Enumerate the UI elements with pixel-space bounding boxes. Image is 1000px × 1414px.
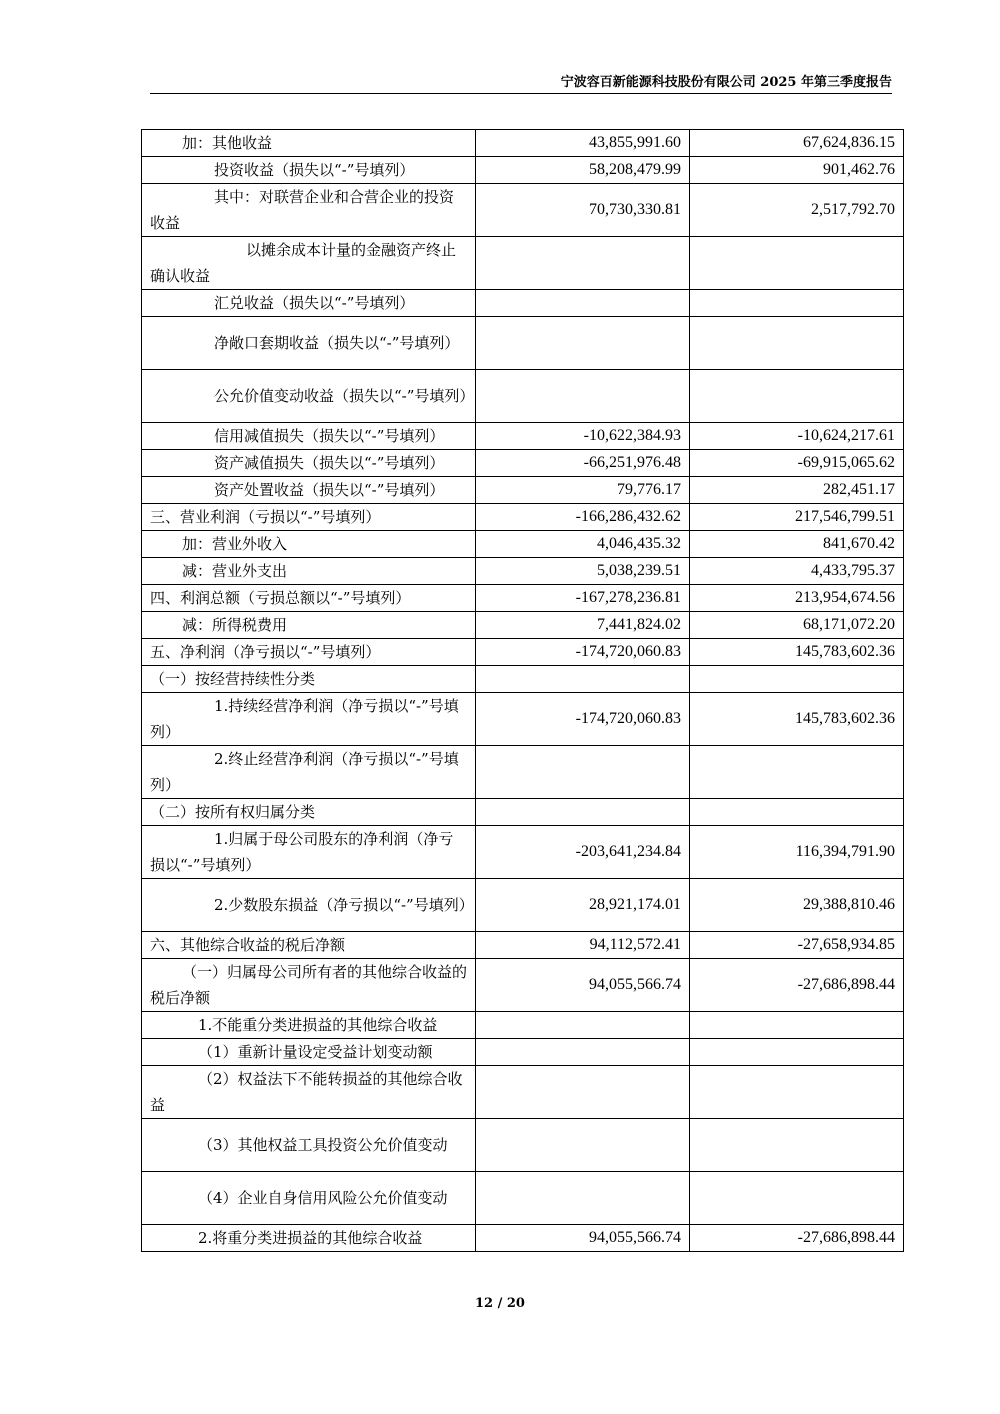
row-label: （2）权益法下不能转损益的其他综合收益 [142, 1066, 476, 1119]
table-row [142, 799, 904, 826]
row-label: 公允价值变动收益（损失以“-”号填列） [142, 370, 476, 423]
current-period-value [476, 290, 690, 317]
prior-period-value [690, 317, 904, 370]
row-label: 六、其他综合收益的税后净额 [142, 932, 476, 959]
current-period-value: 28,921,174.01 [476, 879, 690, 932]
table-row [142, 184, 904, 237]
table-row [142, 1172, 904, 1225]
prior-period-value: -10,624,217.61 [690, 423, 904, 450]
current-period-value: 4,046,435.32 [476, 531, 690, 558]
current-period-value [476, 746, 690, 799]
current-period-value [476, 1039, 690, 1066]
prior-period-value: 4,433,795.37 [690, 558, 904, 585]
row-label: 资产处置收益（损失以“-”号填列） [142, 477, 476, 504]
row-label: 2.终止经营净利润（净亏损以“-”号填列） [142, 746, 476, 799]
table-row [142, 157, 904, 184]
row-label: 其中：对联营企业和合营企业的投资收益 [142, 184, 476, 237]
table-row [142, 1066, 904, 1119]
prior-period-value [690, 1039, 904, 1066]
header-rule [150, 93, 892, 94]
row-label: 1.持续经营净利润（净亏损以“-”号填列） [142, 693, 476, 746]
row-label: 信用减值损失（损失以“-”号填列） [142, 423, 476, 450]
row-label: 1.不能重分类进损益的其他综合收益 [142, 1012, 476, 1039]
current-period-value: -174,720,060.83 [476, 639, 690, 666]
table-row [142, 477, 904, 504]
current-period-value: 94,055,566.74 [476, 959, 690, 1012]
income-statement-table [141, 129, 904, 1252]
table-row [142, 612, 904, 639]
row-label: 投资收益（损失以“-”号填列） [142, 157, 476, 184]
prior-period-value: 116,394,791.90 [690, 826, 904, 879]
row-label: 汇兑收益（损失以“-”号填列） [142, 290, 476, 317]
current-period-value [476, 1012, 690, 1039]
table-row [142, 959, 904, 1012]
prior-period-value: 217,546,799.51 [690, 504, 904, 531]
row-label: （二）按所有权归属分类 [142, 799, 476, 826]
row-label: （1）重新计量设定受益计划变动额 [142, 1039, 476, 1066]
prior-period-value [690, 237, 904, 290]
table-row [142, 1012, 904, 1039]
prior-period-value [690, 799, 904, 826]
current-period-value: -166,286,432.62 [476, 504, 690, 531]
current-period-value [476, 237, 690, 290]
table-body [142, 130, 904, 1252]
table-row [142, 423, 904, 450]
prior-period-value: 145,783,602.36 [690, 639, 904, 666]
current-period-value: 70,730,330.81 [476, 184, 690, 237]
report-header: 宁波容百新能源科技股份有限公司 2025 年第三季度报告 [560, 75, 892, 90]
row-label: （3）其他权益工具投资公允价值变动 [142, 1119, 476, 1172]
current-period-value [476, 1119, 690, 1172]
current-period-value: 58,208,479.99 [476, 157, 690, 184]
row-label: （一）按经营持续性分类 [142, 666, 476, 693]
table-row [142, 237, 904, 290]
table-row [142, 531, 904, 558]
prior-period-value: 68,171,072.20 [690, 612, 904, 639]
prior-period-value [690, 1066, 904, 1119]
prior-period-value [690, 290, 904, 317]
row-label: 2.少数股东损益（净亏损以“-”号填列） [142, 879, 476, 932]
table-row [142, 1119, 904, 1172]
table-row [142, 666, 904, 693]
current-period-value: 7,441,824.02 [476, 612, 690, 639]
current-period-value [476, 317, 690, 370]
prior-period-value [690, 666, 904, 693]
table-row [142, 558, 904, 585]
current-period-value [476, 799, 690, 826]
current-period-value: 79,776.17 [476, 477, 690, 504]
current-period-value [476, 1066, 690, 1119]
current-period-value [476, 666, 690, 693]
row-label: 减：营业外支出 [142, 558, 476, 585]
prior-period-value: -69,915,065.62 [690, 450, 904, 477]
current-period-value: 5,038,239.51 [476, 558, 690, 585]
row-label: 三、营业利润（亏损以“-”号填列） [142, 504, 476, 531]
prior-period-value: -27,686,898.44 [690, 1225, 904, 1252]
current-period-value: 43,855,991.60 [476, 130, 690, 157]
prior-period-value [690, 1172, 904, 1225]
current-period-value: -167,278,236.81 [476, 585, 690, 612]
row-label: 净敞口套期收益（损失以“-”号填列） [142, 317, 476, 370]
row-label: 2.将重分类进损益的其他综合收益 [142, 1225, 476, 1252]
current-period-value: -203,641,234.84 [476, 826, 690, 879]
row-label: 加：其他收益 [142, 130, 476, 157]
table-row [142, 932, 904, 959]
row-label: 四、利润总额（亏损总额以“-”号填列） [142, 585, 476, 612]
table-row [142, 370, 904, 423]
row-label: 加：营业外收入 [142, 531, 476, 558]
prior-period-value [690, 746, 904, 799]
table-row [142, 639, 904, 666]
current-period-value: -174,720,060.83 [476, 693, 690, 746]
row-label: 1.归属于母公司股东的净利润（净亏损以“-”号填列） [142, 826, 476, 879]
page-number: 12 / 20 [475, 1296, 525, 1311]
current-period-value: -10,622,384.93 [476, 423, 690, 450]
prior-period-value [690, 370, 904, 423]
table-row [142, 450, 904, 477]
table-row [142, 317, 904, 370]
prior-period-value [690, 1012, 904, 1039]
table-row [142, 879, 904, 932]
prior-period-value: 145,783,602.36 [690, 693, 904, 746]
row-label: 减：所得税费用 [142, 612, 476, 639]
prior-period-value [690, 1119, 904, 1172]
table-row [142, 746, 904, 799]
prior-period-value: 213,954,674.56 [690, 585, 904, 612]
prior-period-value: 2,517,792.70 [690, 184, 904, 237]
table-row [142, 1039, 904, 1066]
prior-period-value: -27,686,898.44 [690, 959, 904, 1012]
current-period-value: -66,251,976.48 [476, 450, 690, 477]
table-row [142, 130, 904, 157]
table-row [142, 585, 904, 612]
current-period-value [476, 1172, 690, 1225]
row-label: 资产减值损失（损失以“-”号填列） [142, 450, 476, 477]
table-row [142, 1225, 904, 1252]
prior-period-value: 67,624,836.15 [690, 130, 904, 157]
current-period-value [476, 370, 690, 423]
table-row [142, 290, 904, 317]
row-label: 五、净利润（净亏损以“-”号填列） [142, 639, 476, 666]
prior-period-value: 29,388,810.46 [690, 879, 904, 932]
current-period-value: 94,055,566.74 [476, 1225, 690, 1252]
prior-period-value: -27,658,934.85 [690, 932, 904, 959]
prior-period-value: 841,670.42 [690, 531, 904, 558]
table-row [142, 826, 904, 879]
row-label: 以摊余成本计量的金融资产终止确认收益 [142, 237, 476, 290]
table-row [142, 504, 904, 531]
row-label: （4）企业自身信用风险公允价值变动 [142, 1172, 476, 1225]
row-label: （一）归属母公司所有者的其他综合收益的税后净额 [142, 959, 476, 1012]
prior-period-value: 282,451.17 [690, 477, 904, 504]
table-row [142, 693, 904, 746]
prior-period-value: 901,462.76 [690, 157, 904, 184]
current-period-value: 94,112,572.41 [476, 932, 690, 959]
